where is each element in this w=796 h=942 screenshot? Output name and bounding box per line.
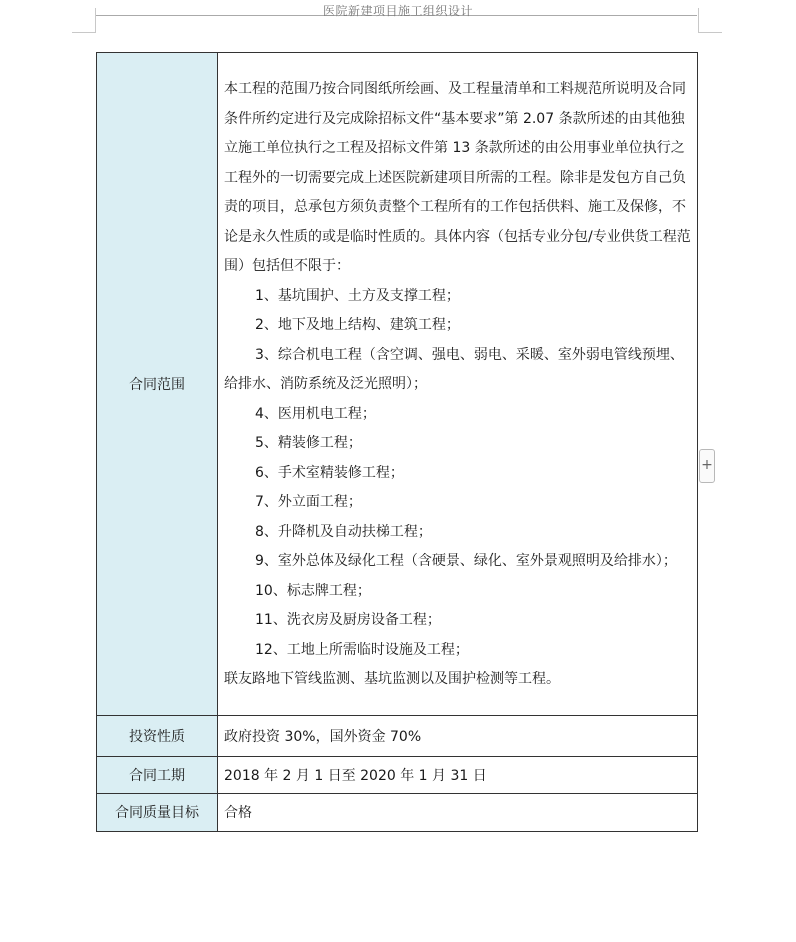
- period-value: 2018 年 2 月 1 日至 2020 年 1 月 31 日: [218, 756, 698, 793]
- plus-icon: +: [701, 457, 713, 473]
- scope-item-1: 1、基坑围护、土方及支撑工程；: [255, 287, 460, 304]
- investment-label: 投资性质: [97, 715, 218, 756]
- scope-item-3: 3、综合机电工程（含空调、强电、弱电、采暖、室外弱电管线预埋、给排水、消防系统及泛光照明）；: [224, 346, 684, 392]
- scope-label: 合同范围: [97, 53, 218, 716]
- scope-item-2: 2、地下及地上结构、建筑工程；: [255, 317, 460, 333]
- quality-label: 合同质量目标: [97, 793, 218, 831]
- table-row-scope: [97, 53, 698, 716]
- investment-value: 政府投资 30%，国外资金 70%: [218, 715, 698, 756]
- scope-item-11: 11、洗衣房及厨房设备工程；: [255, 612, 441, 628]
- table-row-period: [97, 756, 698, 793]
- expand-side-button[interactable]: [699, 449, 715, 483]
- table-row-quality: [97, 793, 698, 831]
- scope-value: [218, 53, 698, 716]
- scope-item-8: 8、升降机及自动扶梯工程；: [255, 523, 432, 540]
- scope-intro: 本工程的范围乃按合同图纸所绘画、及工程量清单和工料规范所说明及合同条件所约定进行及完成除招标文件“基本要求”第 2.07 条款所述的由其他独立施工单位执行之工程及招标文件第 13 条款所述的由公用事业单位执行之工程外的一切需要完成上述医院新建项目所需的工程。除非是发包方自己负责的项目，总承包方须负责整个工程所有的工作包括供料、施工及保修，不论是永久性质的或是临时性质的。具体内容（包括专业分包/专业供货工程范围）包括但不限于：: [224, 81, 691, 274]
- scope-item-10: 10、标志牌工程；: [255, 582, 371, 599]
- scope-item-12: 12、工地上所需临时设施及工程；: [255, 641, 469, 658]
- scope-item-4: 4、医用机电工程；: [255, 405, 376, 422]
- contract-info-table: [96, 52, 698, 832]
- scope-item-6: 6、手术室精装修工程；: [255, 464, 404, 481]
- period-label: 合同工期: [97, 756, 218, 793]
- scope-footer: 联友路地下管线监测、基坑监测以及围护检测等工程。: [224, 671, 560, 687]
- crop-mark-top-left-h: [72, 32, 96, 33]
- crop-mark-top-right-h: [698, 32, 722, 33]
- scope-item-9: 9、室外总体及绿化工程（含硬景、绿化、室外景观照明及给排水）；: [255, 553, 677, 569]
- scope-item-5: 5、精装修工程；: [255, 435, 362, 451]
- quality-value: 合格: [218, 793, 698, 831]
- page-header: [0, 0, 796, 34]
- table-row-investment: [97, 715, 698, 756]
- header-title: 医院新建项目施工组织设计: [322, 4, 473, 18]
- scope-item-7: 7、外立面工程；: [255, 494, 362, 510]
